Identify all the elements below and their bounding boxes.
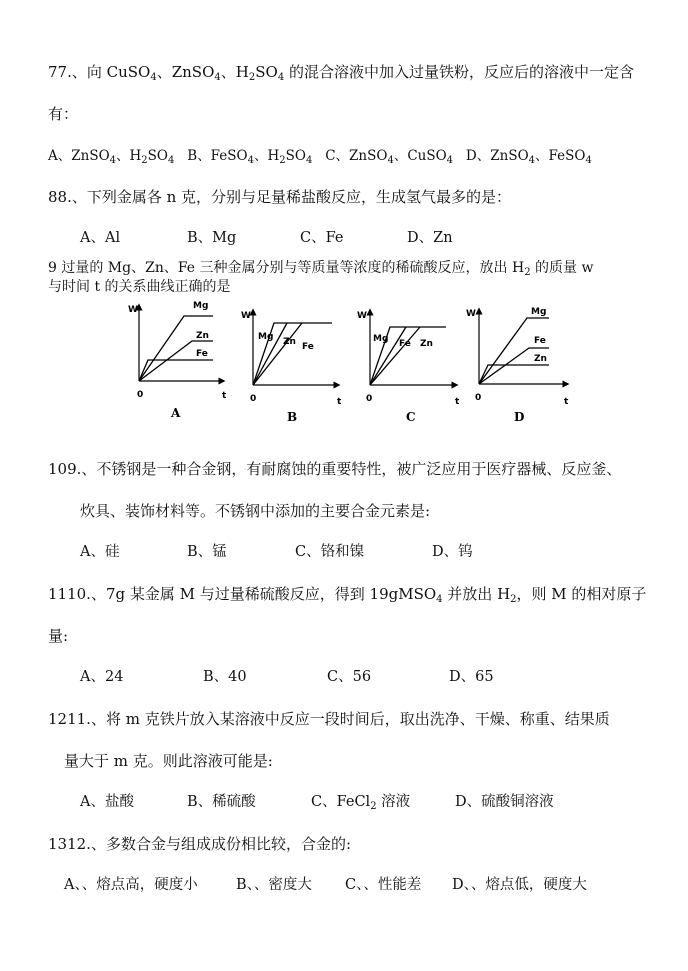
q12-line2: 量大于 m 克。则此溶液可能是: (64, 752, 273, 770)
curve-fe (370, 327, 406, 385)
curve-label-3: Fe (302, 342, 314, 352)
q7-text: 、ZnSO (156, 63, 215, 81)
q10-line1: 109.、不锈钢是一种合金钢，有耐腐蚀的重要特性，被广泛应用于医疗器械、反应釜、 (48, 460, 622, 478)
q11-line2: 量: (48, 627, 69, 645)
q10-line2: 炊具、装饰材料等。不锈钢中添加的主要合金元素是: (80, 502, 431, 520)
curve-label-2: Fe (399, 339, 411, 349)
q10-option-b: B、锰 (187, 544, 227, 560)
x-label: t (455, 397, 460, 407)
curve-zn (253, 323, 287, 385)
curve-fe (139, 360, 213, 381)
q12-option-d: D、硫酸铜溶液 (455, 794, 554, 810)
q12-option-a: A、盐酸 (80, 794, 134, 810)
q7-options (48, 146, 592, 166)
q8-option-d: D、Zn (407, 230, 453, 246)
q9-line2: 与时间 t 的关系曲线正确的是 (48, 279, 231, 295)
q12-line1: 1211.、将 m 克铁片放入某溶液中反应一段时间后，取出洗净、干燥、称重、结果质 (48, 710, 610, 728)
curve-label-3: Fe (196, 349, 208, 359)
curve-label-3: Zn (534, 354, 547, 364)
q7-text: 、H (220, 63, 249, 81)
graph-a (128, 301, 227, 420)
q11-option-a: A、24 (80, 669, 124, 685)
y-label: W (357, 311, 367, 321)
curve-label-2: Zn (196, 331, 209, 341)
origin-label: 0 (137, 390, 144, 400)
q7-option-a: A、ZnSO$_4$、$H_2SO_4$ (48, 148, 175, 166)
q13-line1: 1312.、多数合金与组成成份相比较，合金的: (48, 835, 351, 853)
q13-option-b: B、、密度大 (236, 877, 312, 893)
q13-option-c: C、、性能差 (345, 877, 422, 893)
curve-fe (479, 348, 549, 384)
curve-label-1: Mg (373, 334, 389, 344)
q8-option-a: A、Al (80, 230, 121, 246)
q10-option-a: A、硅 (80, 544, 120, 560)
graph-b (241, 311, 342, 424)
y-label: W (241, 311, 251, 321)
q7-option-b: B、FeSO$_4$、$H_2SO_4$ (187, 148, 313, 166)
q7-option-d: D、ZnSO$_4$、FeSO$_4$ (465, 148, 592, 166)
origin-label: 0 (366, 394, 373, 404)
curve-mg (370, 327, 446, 385)
y-label: W (128, 305, 138, 315)
curve-label-2: Zn (283, 337, 296, 347)
curve-label-3: Zn (420, 339, 433, 349)
q7-text: 77.、向 CuSO (48, 63, 151, 81)
q11-option-b: B、40 (203, 669, 247, 685)
origin-label: 0 (250, 394, 257, 404)
curve-zn (139, 341, 213, 381)
graph-c (357, 311, 460, 424)
q8-text: 88.、下列金属各 n 克，分别与足量稀盐酸反应，生成氢气最多的是： (48, 188, 512, 206)
x-label: t (337, 397, 342, 407)
q7-text: 的混合溶液中加入过量铁粉，反应后的溶液中一定含 (284, 63, 634, 81)
curve-zn (370, 327, 420, 385)
q7-option-c: C、ZnSO$_4$、CuSO$_4$ (325, 148, 454, 166)
subscript: 2 (248, 72, 256, 83)
graph-d (466, 307, 569, 424)
y-label: W (466, 309, 476, 319)
q8-option-c: C、Fe (300, 230, 344, 246)
subscript: 4 (214, 72, 221, 83)
curve-mg (479, 318, 549, 384)
q13-option-a: A、、熔点高，硬度小 (64, 877, 198, 893)
q13-option-d: D、、熔点低，硬度大 (452, 877, 587, 893)
curve-label-1: Mg (193, 301, 209, 311)
q11-line1: 1110.、7g 某金属 M 与过量稀硫酸反应，得到 19gMSO$_4$ 并放出 $H_2$，则 M 的相对原子 (48, 585, 647, 605)
q11-option-c: C、56 (327, 669, 372, 685)
curve-zn (479, 365, 549, 384)
q10-option-d: D、钨 (432, 544, 473, 560)
q12-option-b: B、稀硫酸 (187, 794, 256, 810)
graph-label: D (514, 410, 525, 424)
curve-mg (139, 316, 213, 381)
q8-option-b: B、Mg (187, 230, 237, 246)
curve-label-1: Mg (531, 307, 547, 317)
curve-label-1: Mg (258, 332, 274, 342)
q7-line1 (48, 62, 634, 82)
q7-line2: 有： (48, 105, 79, 123)
subscript: 4 (277, 72, 285, 83)
graph-label: B (287, 410, 298, 424)
subscript: 4 (150, 72, 157, 83)
graph-label: A (171, 406, 181, 420)
q10-option-c: C、铬和镍 (295, 544, 365, 560)
curve-fe (253, 323, 302, 385)
curve-mg (253, 323, 332, 385)
q11-option-d: D、65 (449, 669, 494, 685)
curve-label-2: Fe (534, 336, 546, 346)
graph-label: C (406, 410, 416, 424)
x-label: t (222, 391, 227, 401)
q9-line1: 9 过量的 Mg、Zn、Fe 三种金属分别与等质量等浓度的稀硫酸反应，放出 $H_2$ 的质量 w (48, 260, 594, 278)
origin-label: 0 (475, 393, 482, 403)
q7-text: SO (255, 63, 278, 81)
q12-option-c: C、FeCl$_2$ 溶液 (311, 794, 411, 812)
x-label: t (564, 397, 569, 407)
